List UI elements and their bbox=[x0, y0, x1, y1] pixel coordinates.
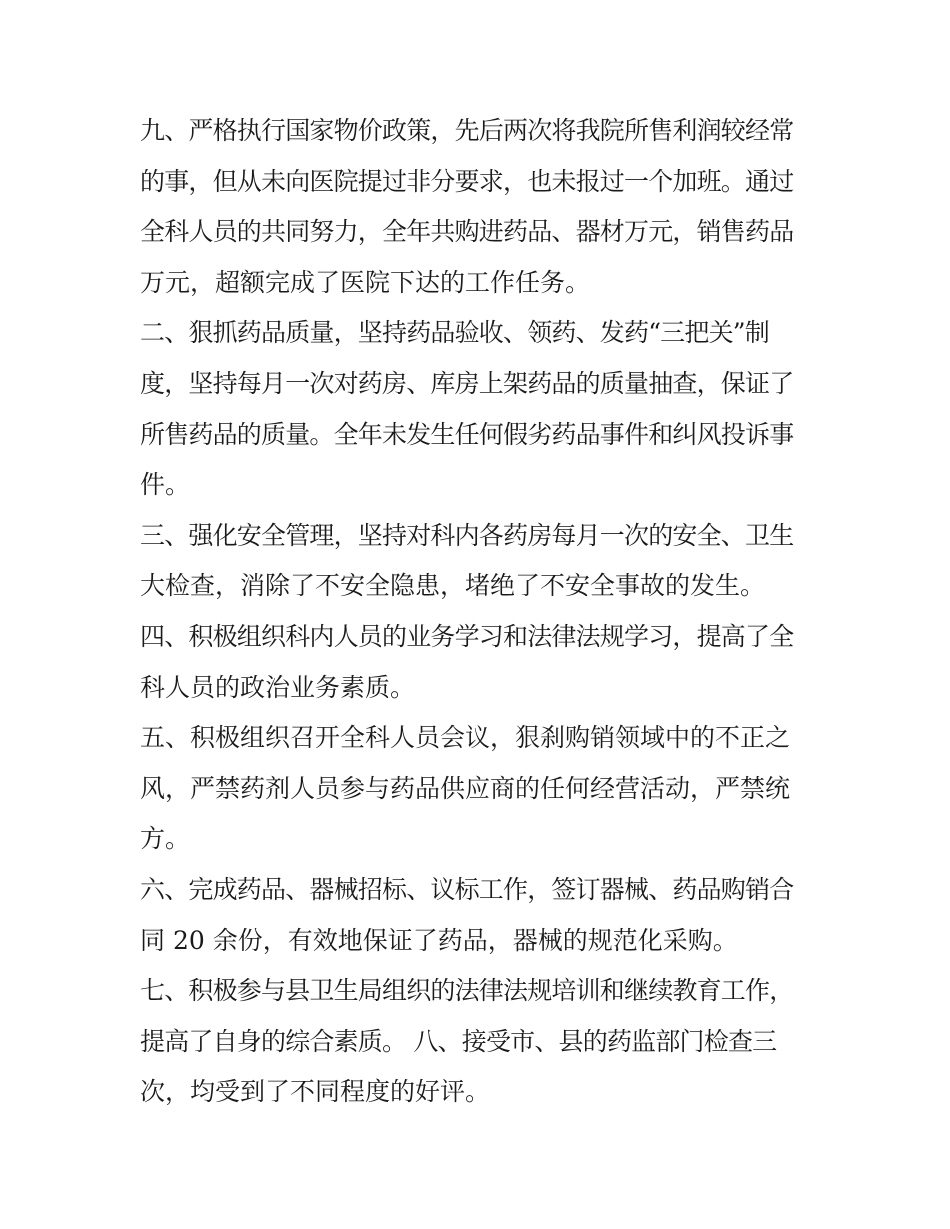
text-line: 五、积极组织召开全科人员会议，狠刹购销领域中的不正之 bbox=[140, 723, 791, 753]
text-line: 三、强化安全管理，坚持对科内各药房每月一次的安全、卫生 bbox=[140, 520, 794, 550]
text-line: 件。 bbox=[140, 470, 191, 500]
text-line: 次，均受到了不同程度的好评。 bbox=[140, 1077, 491, 1107]
text-line: 所售药品的质量。全年未发生任何假劣药品事件和纠风投诉事 bbox=[140, 419, 794, 449]
text-line: 科人员的政治业务素质。 bbox=[140, 672, 416, 702]
text-line: 七、积极参与县卫生局组织的法律法规培训和继续教育工作， bbox=[140, 976, 794, 1006]
text-line: 风，严禁药剂人员参与药品供应商的任何经营活动，严禁统 bbox=[140, 773, 791, 803]
text-line: 四、积极组织科内人员的业务学习和法律法规学习，提高了全 bbox=[140, 621, 794, 651]
text-line: 二、狠抓药品质量，坚持药品验收、领药、发药“三把关”制 bbox=[140, 318, 769, 348]
document-body bbox=[140, 106, 820, 1118]
text-line: 同 20 余份，有效地保证了药品，器械的规范化采购。 bbox=[140, 925, 738, 955]
text-line: 全科人员的共同努力，全年共购进药品、器材万元，销售药品 bbox=[140, 217, 794, 247]
text-line: 方。 bbox=[140, 824, 191, 854]
text-line: 提高了自身的综合素质。 八、接受市、县的药监部门检查三 bbox=[140, 1026, 777, 1056]
text-line: 六、完成药品、器械招标、议标工作，签订器械、药品购销合 bbox=[140, 874, 794, 904]
text-line: 大检查，消除了不安全隐患，堵绝了不安全事故的发生。 bbox=[140, 571, 766, 601]
text-line: 万元，超额完成了医院下达的工作任务。 bbox=[140, 267, 591, 297]
text-line: 九、严格执行国家物价政策，先后两次将我院所售利润较经常 bbox=[140, 116, 794, 145]
text-line: 度，坚持每月一次对药房、库房上架药品的质量抽查，保证了 bbox=[140, 368, 794, 398]
text-line: 的事，但从未向医院提过非分要求，也未报过一个加班。通过 bbox=[140, 166, 794, 196]
